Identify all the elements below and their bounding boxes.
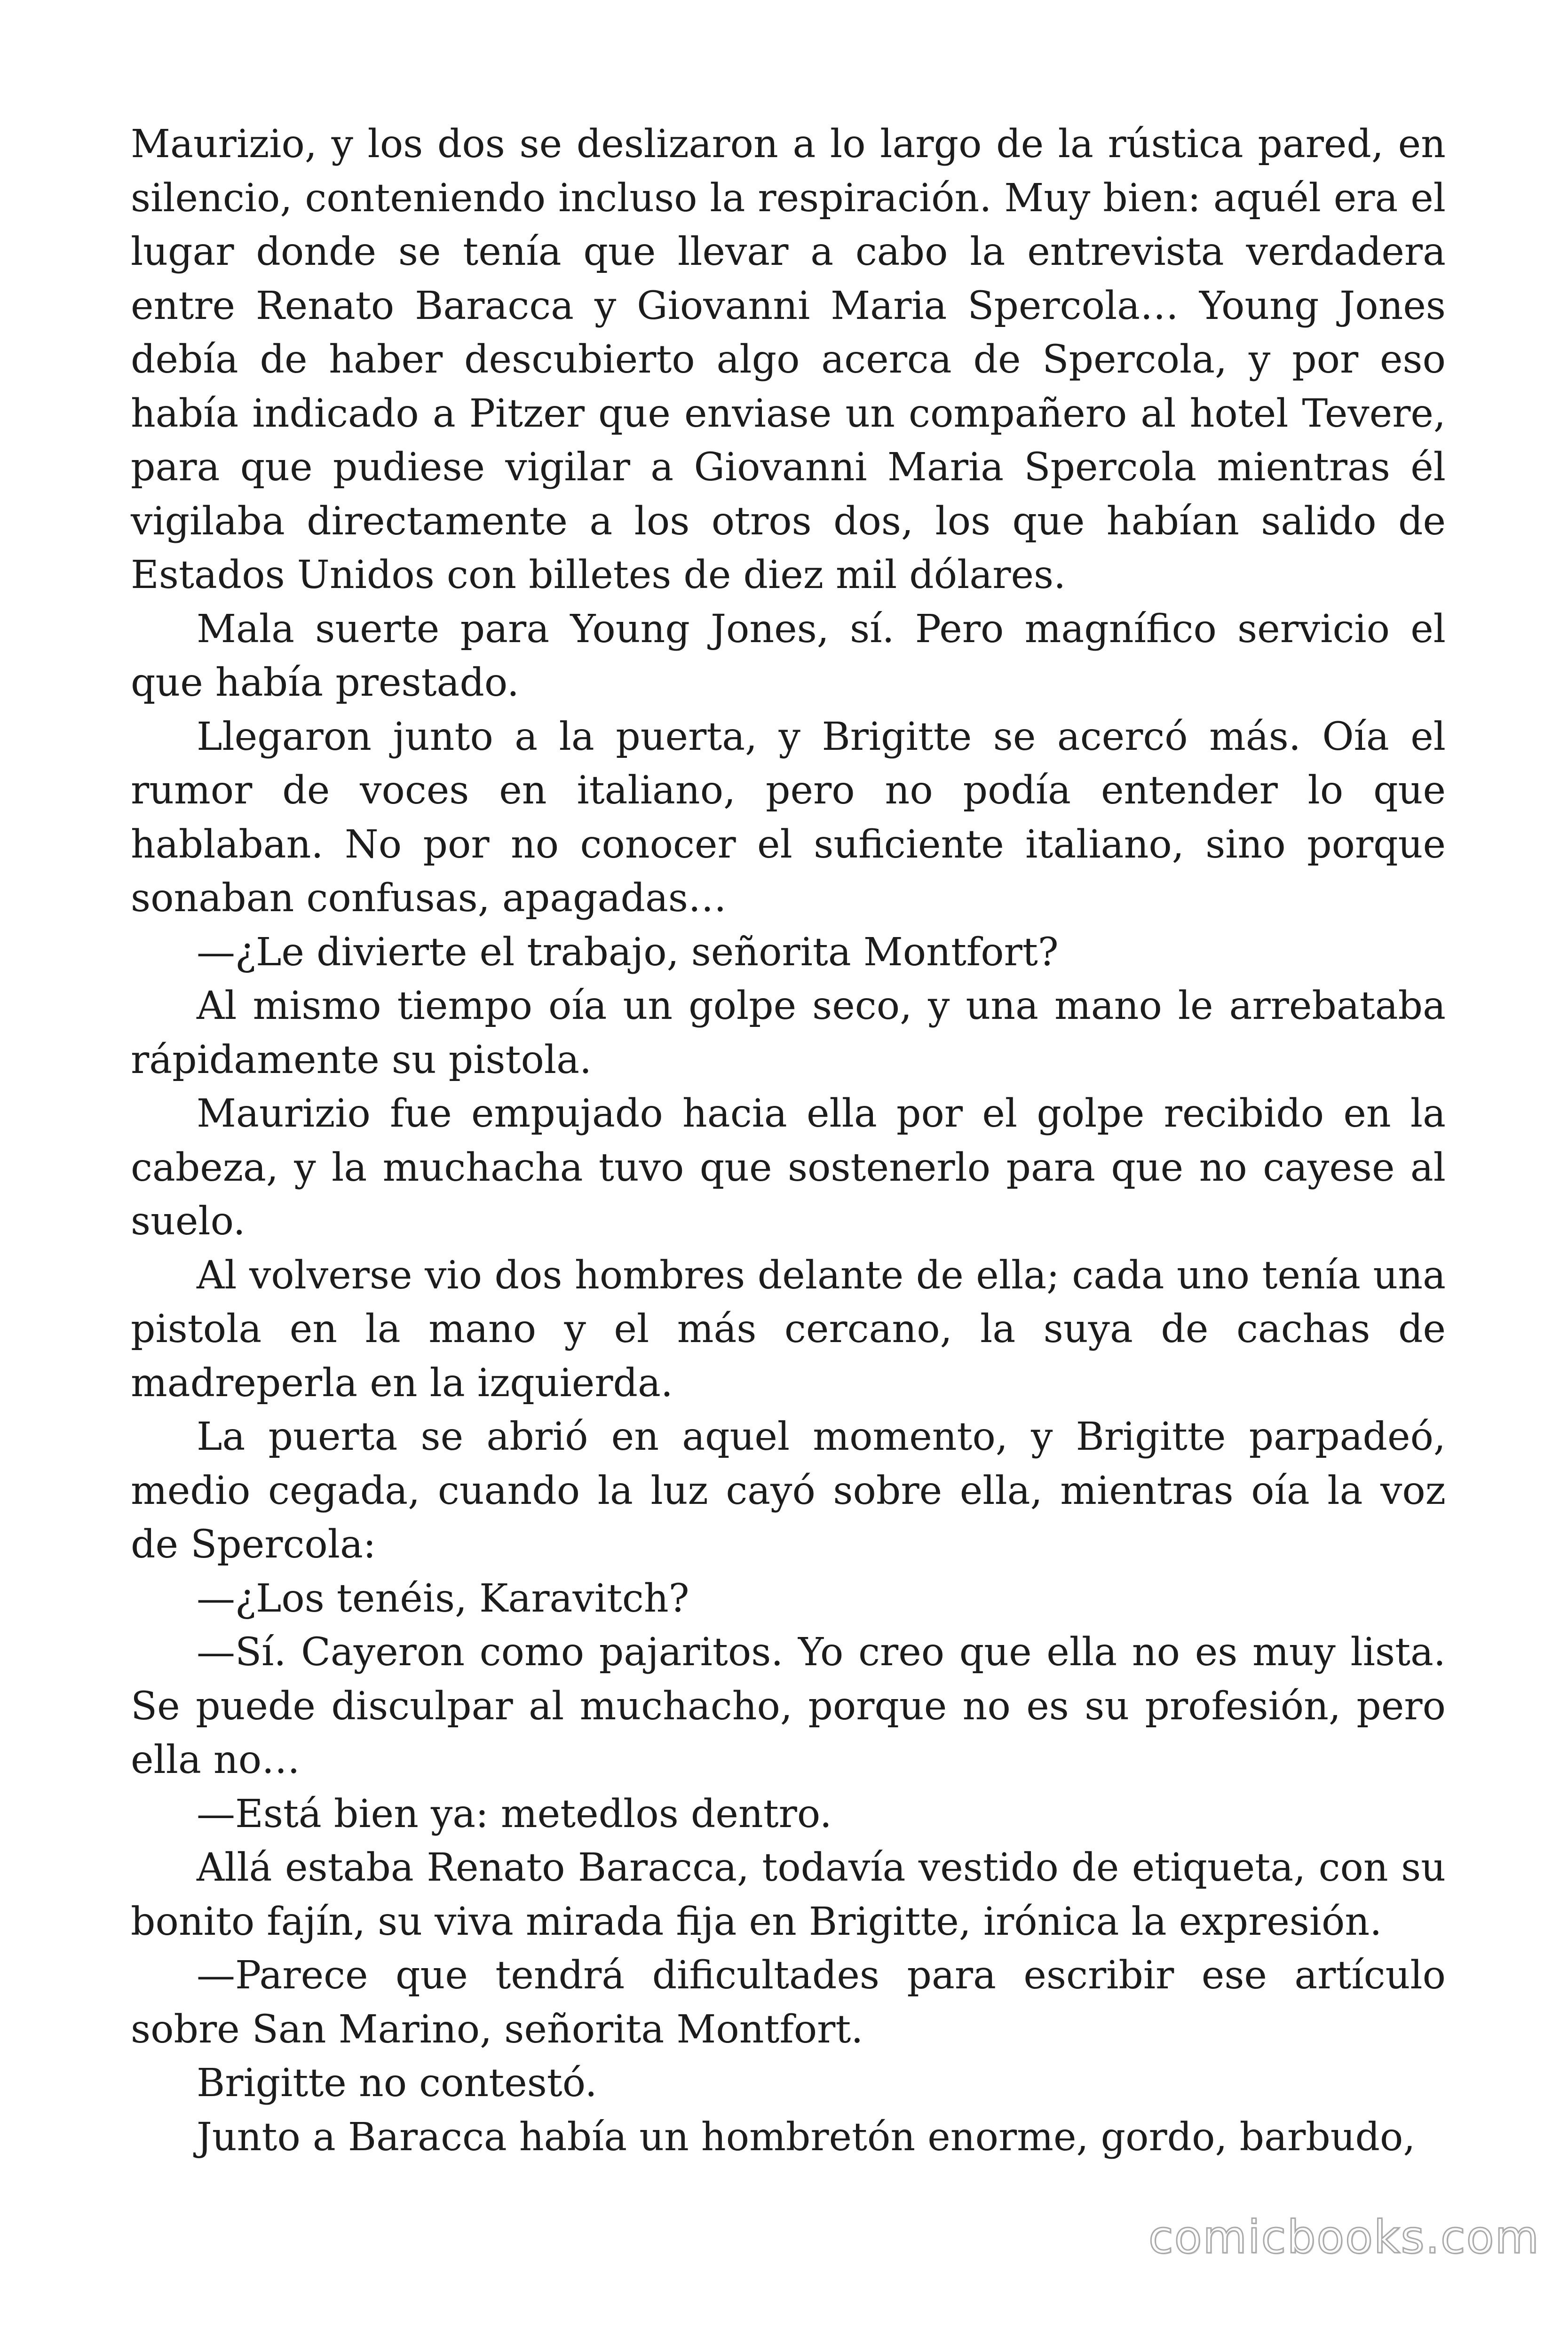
paragraph-1: Maurizio, y los dos se deslizaron a lo largo de la rústica pared, en silencio, conteniendo incluso la respiración. Muy bien: aquél era el lugar donde se tenía que llevar a cabo la entrevista verdadera entre Renato Baracca y Giovanni Maria Spercola… Young Jones debía de haber descubierto algo acerca de Spercola, y por eso había indicado a Pitzer que enviase un compañero al hotel Tevere, para que pudiese vigilar a Giovanni Maria Spercola mientras él vigilaba directamente a los otros dos, los que habían salido de Estados Unidos con billetes de diez mil dólares. [131,122,1446,597]
paragraph-10: —Sí. Cayeron como pajaritos. Yo creo que ella no es muy lista. Se puede disculpar al muchacho, porque no es su profesión, pero ella no… [131,1630,1446,1782]
paragraph-13: —Parece que tendrá dificultades para escribir ese artículo sobre San Marino, señorita Montfort. [131,1953,1446,2052]
paragraph-5: Al mismo tiempo oía un golpe seco, y una mano le arrebataba rápidamente su pistola. [131,984,1446,1082]
watermark: comicbooks.com [1148,2211,1540,2264]
paragraph-6: Maurizio fue empujado hacia ella por el golpe recibido en la cabeza, y la muchacha tuvo que sostenerlo para que no cayese al suelo. [131,1091,1446,1244]
paragraph-15: Junto a Baracca había un hombretón enorme, gordo, barbudo, [197,2114,1416,2160]
paragraph-4: —¿Le divierte el trabajo, señorita Montfort? [197,930,1059,975]
paragraph-7: Al volverse vio dos hombres delante de ella; cada uno tenía una pistola en la mano y el más cercano, la suya de cachas de madreperla en la izquierda. [131,1253,1446,1406]
paragraph-11: —Está bien ya: metedlos dentro. [197,1791,832,1836]
paragraph-9: —¿Los tenéis, Karavitch? [197,1576,689,1621]
page-body [131,118,1446,2164]
paragraph-2: Mala suerte para Young Jones, sí. Pero magnífico servicio el que había prestado. [131,606,1446,705]
paragraph-3: Llegaron junto a la puerta, y Brigitte se acercó más. Oía el rumor de voces en italiano, pero no podía entender lo que hablaban. No por no conocer el suficiente italiano, sino porque sonaban confusas, apagadas… [131,714,1446,921]
paragraph-8: La puerta se abrió en aquel momento, y Brigitte parpadeó, medio cegada, cuando la luz cayó sobre ella, mientras oía la voz de Spercola: [131,1414,1446,1567]
paragraph-14: Brigitte no contestó. [197,2061,597,2106]
paragraph-12: Allá estaba Renato Baracca, todavía vestido de etiqueta, con su bonito fajín, su viva mirada fija en Brigitte, irónica la expresión. [131,1845,1446,1944]
